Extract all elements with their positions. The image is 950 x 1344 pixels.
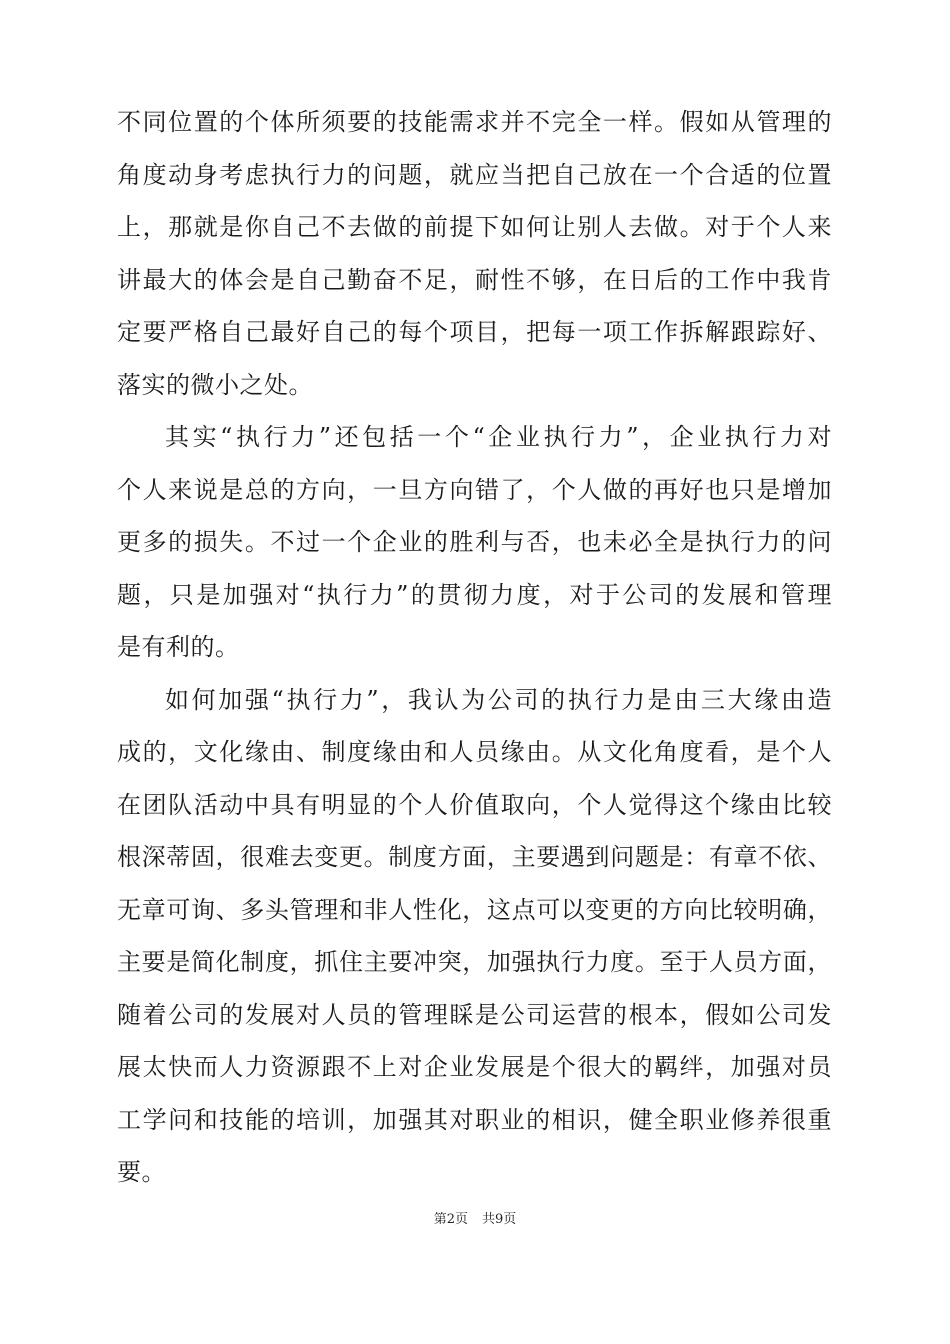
text-line: 展太快而人力资源跟不上对企业发展是个很大的羁绊，加强对员 <box>117 1053 832 1081</box>
page-footer <box>0 1208 950 1227</box>
text-line: 是有利的。 <box>117 633 240 661</box>
page-total: 共9页 <box>482 1212 517 1227</box>
text-line: 题，只是加强对“执行力”的贯彻力度，对于公司的发展和管理 <box>117 580 832 609</box>
paragraph <box>117 411 832 674</box>
text-line: 更多的损失。不过一个企业的胜利与否，也未必全是执行力的问 <box>117 528 832 556</box>
document-body <box>117 96 832 1199</box>
text-line: 其实“执行力”还包括一个“企业执行力”，企业执行力对 <box>165 423 832 451</box>
text-line: 定要严格自己最好自己的每个项目，把每一项工作拆解跟踪好、 <box>117 318 832 346</box>
text-line: 个人来说是总的方向，一旦方向错了，个人做的再好也只是增加 <box>117 475 832 504</box>
page-number: 第2页 <box>433 1212 468 1227</box>
text-line: 上，那就是你自己不去做的前提下如何让别人去做。对于个人来 <box>117 213 832 241</box>
text-line: 落实的微小之处。 <box>117 370 313 399</box>
paragraph <box>117 674 832 1199</box>
text-line: 根深蒂固，很难去变更。制度方面，主要遇到问题是：有章不依、 <box>117 843 832 871</box>
paragraph <box>117 96 832 411</box>
text-line: 在团队活动中具有明显的个人价值取向，个人觉得这个缘由比较 <box>117 790 832 819</box>
text-line: 讲最大的体会是自己勤奋不足，耐性不够，在日后的工作中我肯 <box>117 265 832 294</box>
text-line: 无章可询、多头管理和非人性化，这点可以变更的方向比较明确， <box>117 895 832 924</box>
text-line: 随着公司的发展对人员的管理睬是公司运营的根本，假如公司发 <box>117 1000 832 1029</box>
text-line: 角度动身考虑执行力的问题，就应当把自己放在一个合适的位置 <box>117 160 832 189</box>
text-line: 要。 <box>117 1158 166 1186</box>
text-line: 如何加强“执行力”，我认为公司的执行力是由三大缘由造 <box>165 685 832 714</box>
text-line: 工学问和技能的培训，加强其对职业的相识，健全职业修养很重 <box>117 1105 832 1134</box>
text-line: 成的，文化缘由、制度缘由和人员缘由。从文化角度看，是个人 <box>117 738 832 766</box>
text-line: 主要是简化制度，抓住主要冲突，加强执行力度。至于人员方面， <box>117 948 832 976</box>
text-line: 不同位置的个体所须要的技能需求并不完全一样。假如从管理的 <box>117 108 832 136</box>
